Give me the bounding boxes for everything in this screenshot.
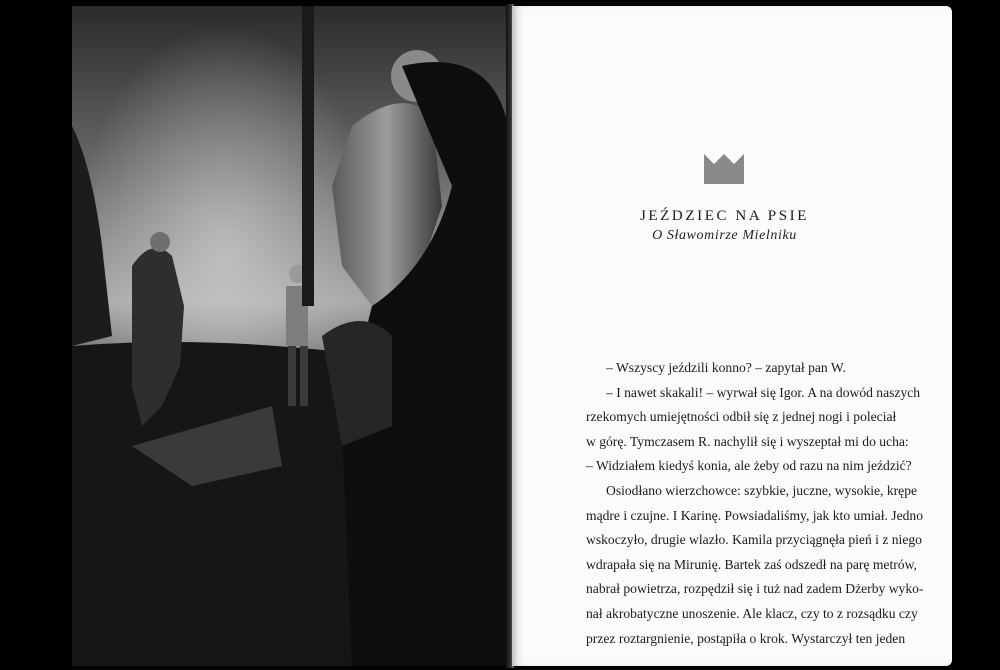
left-page-photo — [72, 6, 508, 666]
chapter-subtitle: O Sławomirze Mielniku — [652, 228, 797, 243]
text-line: – I nawet skakali! – wyrwał się Igor. A na dowód naszych — [606, 384, 921, 400]
text-line: mądre i czujne. I Karinę. Powsiadaliśmy, jak kto umiał. Jedno — [586, 507, 923, 523]
text-line: wdrapała się na Mirunię. Bartek zaś odszedł na parę metrów, — [586, 556, 917, 572]
crown-icon — [704, 152, 744, 184]
knights-figurines-photo — [72, 6, 508, 666]
text-line: wskoczyło, drugie wlazło. Kamila przyciągnęła pień i z niego — [586, 532, 922, 548]
text-line: – Wszyscy jeździli konno? – zapytał pan W. — [606, 360, 846, 375]
text-line: rzekomych umiejętności odbił się z jednej nogi i poleciał — [586, 409, 897, 425]
text-line: – Widziałem kiedyś konia, ale żeby od razu na nim jeździć? — [586, 458, 912, 474]
chapter-title: JEŹDZIEC NA PSIE — [639, 208, 810, 224]
text-line: przez roztargnienie, postąpiła o krok. Wystarczył ten jeden — [586, 630, 906, 646]
text-line: Osiodłano wierzchowce: szybkie, juczne, wysokie, krępe — [606, 482, 918, 498]
text-line: w górę. Tymczasem R. nachylił się i wyszeptał mi do ucha: — [586, 433, 909, 449]
chapter-body — [586, 356, 924, 651]
text-line: nabrał powietrza, rozpędził się i tuż nad zadem Dżerby wyko- — [586, 581, 924, 597]
right-page-text — [512, 6, 952, 666]
text-line: nał akrobatyczne unoszenie. Ale klacz, czy to z rozsądku czy — [586, 605, 918, 621]
